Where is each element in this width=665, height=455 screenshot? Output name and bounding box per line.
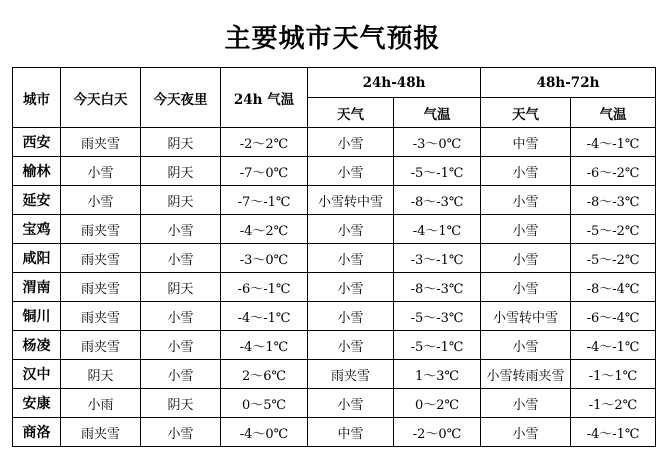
today-night-cell: 小雪 — [141, 244, 221, 273]
temp-48h-cell: -5～-3℃ — [394, 302, 481, 331]
temp-24h-cell: -4～2℃ — [221, 215, 308, 244]
table-row — [13, 128, 656, 157]
weather-72h-cell: 小雪 — [481, 244, 571, 273]
today-day-cell: 雨夹雪 — [61, 215, 141, 244]
today-day-cell: 雨夹雪 — [61, 418, 141, 447]
today-day-cell: 小雪 — [61, 186, 141, 215]
weather-72h-cell: 小雪 — [481, 157, 571, 186]
weather-48h-cell: 中雪 — [308, 418, 394, 447]
table-row — [13, 302, 656, 331]
temp-72h-cell: -6～-4℃ — [571, 302, 656, 331]
today-day-cell: 雨夹雪 — [61, 302, 141, 331]
today-day-cell: 小雨 — [61, 389, 141, 418]
city-cell: 咸阳 — [13, 244, 61, 273]
today-day-cell: 小雪 — [61, 157, 141, 186]
header-period-24-48: 24h-48h — [308, 68, 481, 98]
weather-72h-cell: 小雪 — [481, 331, 571, 360]
page-title: 主要城市天气预报 — [224, 24, 441, 54]
table-row — [13, 418, 656, 447]
temp-24h-cell: -4～-1℃ — [221, 302, 308, 331]
header-today-night: 今天夜里 — [141, 68, 221, 128]
weather-72h-cell: 小雪 — [481, 389, 571, 418]
weather-72h-cell: 中雪 — [481, 128, 571, 157]
today-night-cell: 小雪 — [141, 360, 221, 389]
temp-24h-cell: -7～-1℃ — [221, 186, 308, 215]
weather-48h-cell: 小雪 — [308, 273, 394, 302]
table-row — [13, 389, 656, 418]
today-night-cell: 阴天 — [141, 273, 221, 302]
header-temp-72: 气温 — [571, 98, 656, 128]
table-row — [13, 244, 656, 273]
city-cell: 商洛 — [13, 418, 61, 447]
header-row-1 — [13, 68, 656, 98]
city-cell: 榆林 — [13, 157, 61, 186]
temp-72h-cell: -8～-3℃ — [571, 186, 656, 215]
today-night-cell: 阴天 — [141, 186, 221, 215]
table-row — [13, 215, 656, 244]
temp-24h-cell: -3～0℃ — [221, 244, 308, 273]
city-cell: 西安 — [13, 128, 61, 157]
temp-48h-cell: -3～-1℃ — [394, 244, 481, 273]
weather-48h-cell: 小雪转中雪 — [308, 186, 394, 215]
weather-48h-cell: 雨夹雪 — [308, 360, 394, 389]
weather-48h-cell: 小雪 — [308, 128, 394, 157]
city-cell: 安康 — [13, 389, 61, 418]
weather-48h-cell: 小雪 — [308, 302, 394, 331]
weather-72h-cell: 小雪 — [481, 273, 571, 302]
city-cell: 延安 — [13, 186, 61, 215]
temp-48h-cell: -4～1℃ — [394, 215, 481, 244]
today-night-cell: 阴天 — [141, 389, 221, 418]
city-cell: 杨凌 — [13, 331, 61, 360]
table-row — [13, 273, 656, 302]
today-day-cell: 雨夹雪 — [61, 128, 141, 157]
temp-72h-cell: -8～-4℃ — [571, 273, 656, 302]
table-row — [13, 157, 656, 186]
table-row — [13, 186, 656, 215]
temp-72h-cell: -1～1℃ — [571, 360, 656, 389]
temp-72h-cell: -6～-2℃ — [571, 157, 656, 186]
weather-72h-cell: 小雪转中雪 — [481, 302, 571, 331]
temp-48h-cell: 1～3℃ — [394, 360, 481, 389]
temp-24h-cell: -4～1℃ — [221, 331, 308, 360]
forecast-table — [12, 67, 656, 447]
temp-72h-cell: -1～2℃ — [571, 389, 656, 418]
temp-24h-cell: -4～0℃ — [221, 418, 308, 447]
today-night-cell: 阴天 — [141, 128, 221, 157]
temp-24h-cell: -7～0℃ — [221, 157, 308, 186]
header-period-48-72: 48h-72h — [481, 68, 656, 98]
temp-48h-cell: 0～2℃ — [394, 389, 481, 418]
weather-72h-cell: 小雪 — [481, 186, 571, 215]
weather-48h-cell: 小雪 — [308, 331, 394, 360]
city-cell: 铜川 — [13, 302, 61, 331]
temp-48h-cell: -5～-1℃ — [394, 331, 481, 360]
table-row — [13, 360, 656, 389]
today-day-cell: 雨夹雪 — [61, 331, 141, 360]
temp-24h-cell: -6～-1℃ — [221, 273, 308, 302]
weather-48h-cell: 小雪 — [308, 157, 394, 186]
header-city: 城市 — [13, 68, 61, 128]
header-weather-48: 天气 — [308, 98, 394, 128]
temp-72h-cell: -4～-1℃ — [571, 128, 656, 157]
today-night-cell: 小雪 — [141, 418, 221, 447]
temp-72h-cell: -5～-2℃ — [571, 244, 656, 273]
weather-48h-cell: 小雪 — [308, 215, 394, 244]
temp-72h-cell: -5～-2℃ — [571, 215, 656, 244]
temp-72h-cell: -4～-1℃ — [571, 331, 656, 360]
temp-72h-cell: -4～-1℃ — [571, 418, 656, 447]
today-night-cell: 小雪 — [141, 331, 221, 360]
today-day-cell: 阴天 — [61, 360, 141, 389]
city-cell: 渭南 — [13, 273, 61, 302]
header-weather-72: 天气 — [481, 98, 571, 128]
header-today-day: 今天白天 — [61, 68, 141, 128]
weather-72h-cell: 小雪 — [481, 215, 571, 244]
today-day-cell: 雨夹雪 — [61, 273, 141, 302]
temp-24h-cell: 2～6℃ — [221, 360, 308, 389]
temp-24h-cell: -2～2℃ — [221, 128, 308, 157]
header-24h-temp: 24h 气温 — [221, 68, 308, 128]
today-night-cell: 小雪 — [141, 215, 221, 244]
today-day-cell: 雨夹雪 — [61, 244, 141, 273]
temp-24h-cell: 0～5℃ — [221, 389, 308, 418]
temp-48h-cell: -2～0℃ — [394, 418, 481, 447]
today-night-cell: 阴天 — [141, 157, 221, 186]
today-night-cell: 小雪 — [141, 302, 221, 331]
weather-48h-cell: 小雪 — [308, 244, 394, 273]
temp-48h-cell: -8～-3℃ — [394, 273, 481, 302]
weather-48h-cell: 小雪 — [308, 389, 394, 418]
city-cell: 汉中 — [13, 360, 61, 389]
temp-48h-cell: -8～-3℃ — [394, 186, 481, 215]
table-row — [13, 331, 656, 360]
header-temp-48: 气温 — [394, 98, 481, 128]
city-cell: 宝鸡 — [13, 215, 61, 244]
weather-72h-cell: 小雪转雨夹雪 — [481, 360, 571, 389]
weather-72h-cell: 小雪 — [481, 418, 571, 447]
temp-48h-cell: -5～-1℃ — [394, 157, 481, 186]
temp-48h-cell: -3～0℃ — [394, 128, 481, 157]
